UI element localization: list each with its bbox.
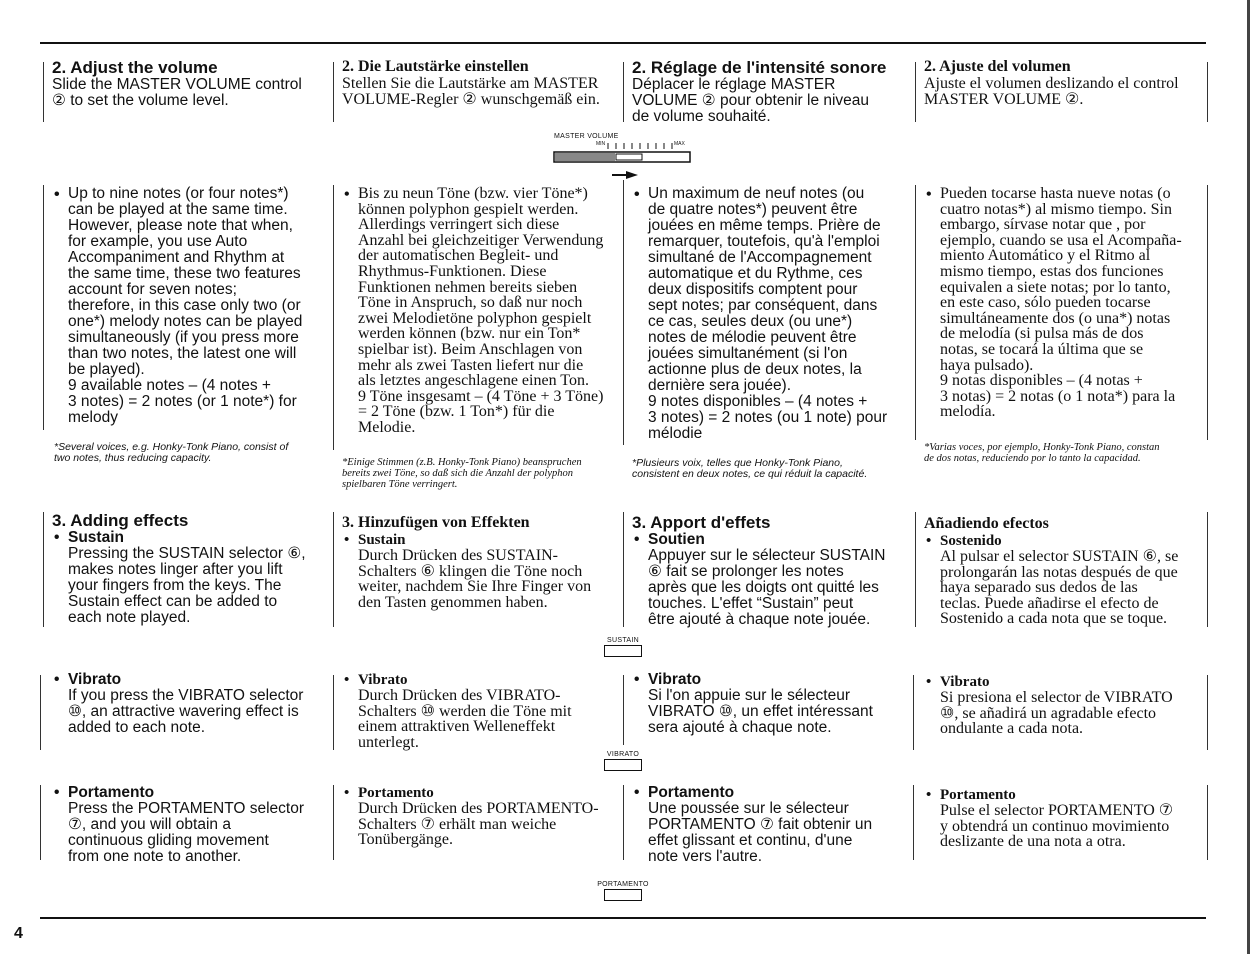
column-divider [43,62,44,122]
vibrato-title: • Vibrato [632,672,873,688]
portamento-figure [593,881,653,901]
portamento-text: Pulse el selector PORTAMENTO ⑦ y obtendrá un continuo movimiento deslizante de una nota a otra. [940,802,1174,851]
column-divider [40,675,41,750]
volume-text: Ajuste el volumen deslizando el control MASTER VOLUME ②. [924,75,1179,108]
polyphony-text: • Bis zu neun Töne (bzw. vier Töne*) können polyphon gespielt werden. Allerdings verringert sich diese Anzahl bei gleichzeitiger Verwendung der automatischen Begleit- und Rhythmus-Funktionen. Diese Funktionen nehmen bereits sieben Töne in Anspruch, so daß nur noch zwei Melodietöne polyphon gespielt werden können (bzw. nur ein Ton* spielbar ist). Beim Anschlagen von mehr als zwei Tasten liefert nur die als letztes angeschlagene einen Ton. 9 Töne insgesamt – (4 Töne + 3 Töne) = 2 Töne (bzw. 1 Ton*) für die Melodie. [358,185,604,436]
vibrato-title: • Vibrato [52,672,303,688]
volume-heading: 2. Ajuste del volumen [924,58,1071,75]
column-divider [915,62,916,122]
portamento-text: Durch Drücken des PORTAMENTO- Schalters ⑦ erhält man weiche Tonübergänge. [358,800,599,849]
column-divider [623,512,624,627]
sustain-label: SUSTAIN [607,637,639,644]
polyphony-text: • Pueden tocarse hasta nueve notas (o cuatro notas*) al mismo tiempo. Sin embargo, sírvase notar que , por ejemplo, cuando se usa el Acompaña- miento Automático y el Ritmo al mismo tiempo, estas dos funciones equivalen a siete notas; por lo tanto, en este caso, sólo pueden tocarse simultáneamente dos (o una*) notas de melodía (si pulsa más de dos notas, se tocará la última que se haya pulsado). 9 notas disponibles – (4 notas + 3 notas) = 2 notas (o 1 nota*) para la melodía. [940,185,1182,421]
master-volume-figure [548,133,698,183]
portamento-text: Press the PORTAMENTO selector ⑦, and you will obtain a continuous gliding movement from one note to another. [68,800,305,865]
vibrato-text: If you press the VIBRATO selector ⑩, an attractive wavering effect is added to each note. [68,687,304,736]
volume-heading: 2. Adjust the volume [52,58,218,77]
footnote: *Plusieurs voix, telles que Honky-Tonk Piano, consistent en deux notes, ce qui réduit la capacité. [632,457,868,480]
column-divider [1207,185,1208,440]
volume-slider-graphic [548,133,698,183]
volume-heading: 2. Réglage de l'intensité sonore [632,58,887,77]
portamento-label: PORTAMENTO [597,881,649,888]
vibrato-figure [598,751,648,771]
polyphony-item [632,186,907,442]
volume-text: Slide the MASTER VOLUME control ② to set the volume level. [52,76,302,109]
volume-text: Déplacer le réglage MASTER VOLUME ② pour obtenir le niveau de volume souhaité. [632,76,870,125]
polyphony-text: • Un maximum de neuf notes (ou de quatre notes*) peuvent être jouées en même temps. Prière de remarquer, toutefois, qu'à l'emploi simultané de l'Accompagnement automatique et du Rythme, ces deux dispositifs comptent pour sept notes; par conséquent, dans ce cas, seules deux (ou une*) notes de mélodie peuvent être jouées simultanément (si l'on actionne plus de deux notes, la dernière sera jouée). 9 notes disponibles – (4 notes + 3 notes) = 2 notes (ou 1 note) pour mélodie [648,185,888,442]
column-divider [623,62,624,122]
footnote: *Einige Stimmen (z.B. Honky-Tonk Piano) beanspruchen bereits zwei Töne, so daß sich die Anzahl der polyphon spielbaren Töne verringert. [342,457,582,490]
portamento-title: • Portamento [632,785,872,801]
column-french [632,58,907,865]
column-divider [1207,675,1208,750]
top-rule [40,42,1206,44]
sustain-text: Pressing the SUSTAIN selector ⑥, makes notes linger after you lift your fingers from the keys. The Sustain effect can be added to each note played. [68,545,306,626]
column-divider [913,785,914,860]
vibrato-text: Durch Drücken des VIBRATO- Schalters ⑩ werden die Töne mit einem attraktiven Welleneffekt unterlegt. [358,687,572,751]
effects-heading: 3. Adding effects [52,511,189,530]
right-edge-mark [1247,0,1250,954]
column-divider [623,675,624,745]
page-number: 4 [14,925,23,942]
column-divider [913,675,914,750]
column-spanish [924,58,1204,851]
footnote: *Several voices, e.g. Honky-Tonk Piano, consist of two notes, thus reducing capacity. [54,441,289,464]
column-divider [43,185,44,430]
portamento-title: • Portamento [924,787,1173,803]
column-divider [915,512,916,627]
min-label: MIN [596,141,606,147]
vibrato-title: • Vibrato [342,672,572,688]
column-divider [333,785,334,860]
vibrato-text: Si l'on appuie sur le sélecteur VIBRATO ⑩, un effet intéressant sera ajouté à chaque note. [648,687,873,736]
column-divider [333,512,334,627]
bottom-rule [40,917,1206,919]
sustain-text: Durch Drücken des SUSTAIN- Schalters ⑥ klingen die Töne noch weiter, nachdem Sie Ihre Finger von den Tasten genommen haben. [358,547,592,611]
column-divider [43,512,44,627]
sustain-selector-button [604,645,642,657]
effects-heading: 3. Hinzufügen von Effekten [342,514,530,531]
sustain-title: • Sustain [342,532,591,548]
vibrato-title: • Vibrato [924,674,1173,690]
column-divider [1207,785,1208,860]
master-volume-label: MASTER VOLUME [554,133,619,140]
vibrato-selector-button [604,759,642,771]
column-divider [40,785,41,860]
polyphony-item [52,186,327,426]
column-divider [623,785,624,860]
column-divider [1207,512,1208,627]
polyphony-item [342,186,617,436]
volume-text: Stellen Sie die Lautstärke am MASTER VOLUME-Regler ② wunschgemäß ein. [342,75,600,108]
vibrato-label: VIBRATO [606,751,640,758]
column-divider [915,185,916,440]
portamento-title: • Portamento [342,785,599,801]
volume-heading: 2. Die Lautstärke einstellen [342,58,529,75]
column-english [52,58,327,865]
sustain-text: Appuyer sur le sélecteur SUSTAIN ⑥ fait se prolonger les notes après que les doigts ont quitté les touches. L'effet “Sustain” peut être ajouté à chaque note jouée. [648,547,886,628]
max-label: MAX [674,141,685,147]
polyphony-text: • Up to nine notes (or four notes*) can be played at the same time. However, please note that when, for example, you use Auto Accompaniment and Rhythm at the same time, these two features account for seven notes; therefore, in this case only two (or one*) melody notes can be played simultaneously (if you press more than two notes, the latest one will be played). 9 available notes – (4 notes + 3 notes) = 2 notes (or 1 note*) for melody [68,185,303,426]
footnote: *Varias voces, por ejemplo, Honky-Tonk Piano, constan de dos notas, reduciendo por lo tanto la capacidad. [924,442,1160,464]
portamento-title: • Portamento [52,785,304,801]
sustain-title: • Sostenido [924,533,1178,549]
column-divider [1207,62,1208,122]
sustain-title: • Soutien [632,532,885,548]
effects-heading: 3. Apport d'effets [632,513,771,532]
column-divider [333,675,334,750]
vibrato-text: Si presiona el selector de VIBRATO ⑩, se añadirá un agradable efecto ondulante a cada nota. [940,689,1173,738]
portamento-text: Une poussée sur le sélecteur PORTAMENTO ⑦ fait obtenir un effet glissant et continu, d'une note vers l'autre. [648,800,873,865]
column-divider [333,62,334,122]
sustain-text: Al pulsar el selector SUSTAIN ⑥, se prolongarán las notas después de que haya separado sus dedos de las teclas. Puede añadirse el efecto de Sostenido a cada nota que se toque. [940,548,1179,628]
column-divider [623,180,624,445]
portamento-selector-button [604,889,642,901]
polyphony-item [924,186,1204,420]
column-divider [333,185,334,450]
sustain-figure [598,637,648,657]
sustain-title: • Sustain [52,530,306,546]
effects-heading: Añadiendo efectos [924,515,1049,532]
